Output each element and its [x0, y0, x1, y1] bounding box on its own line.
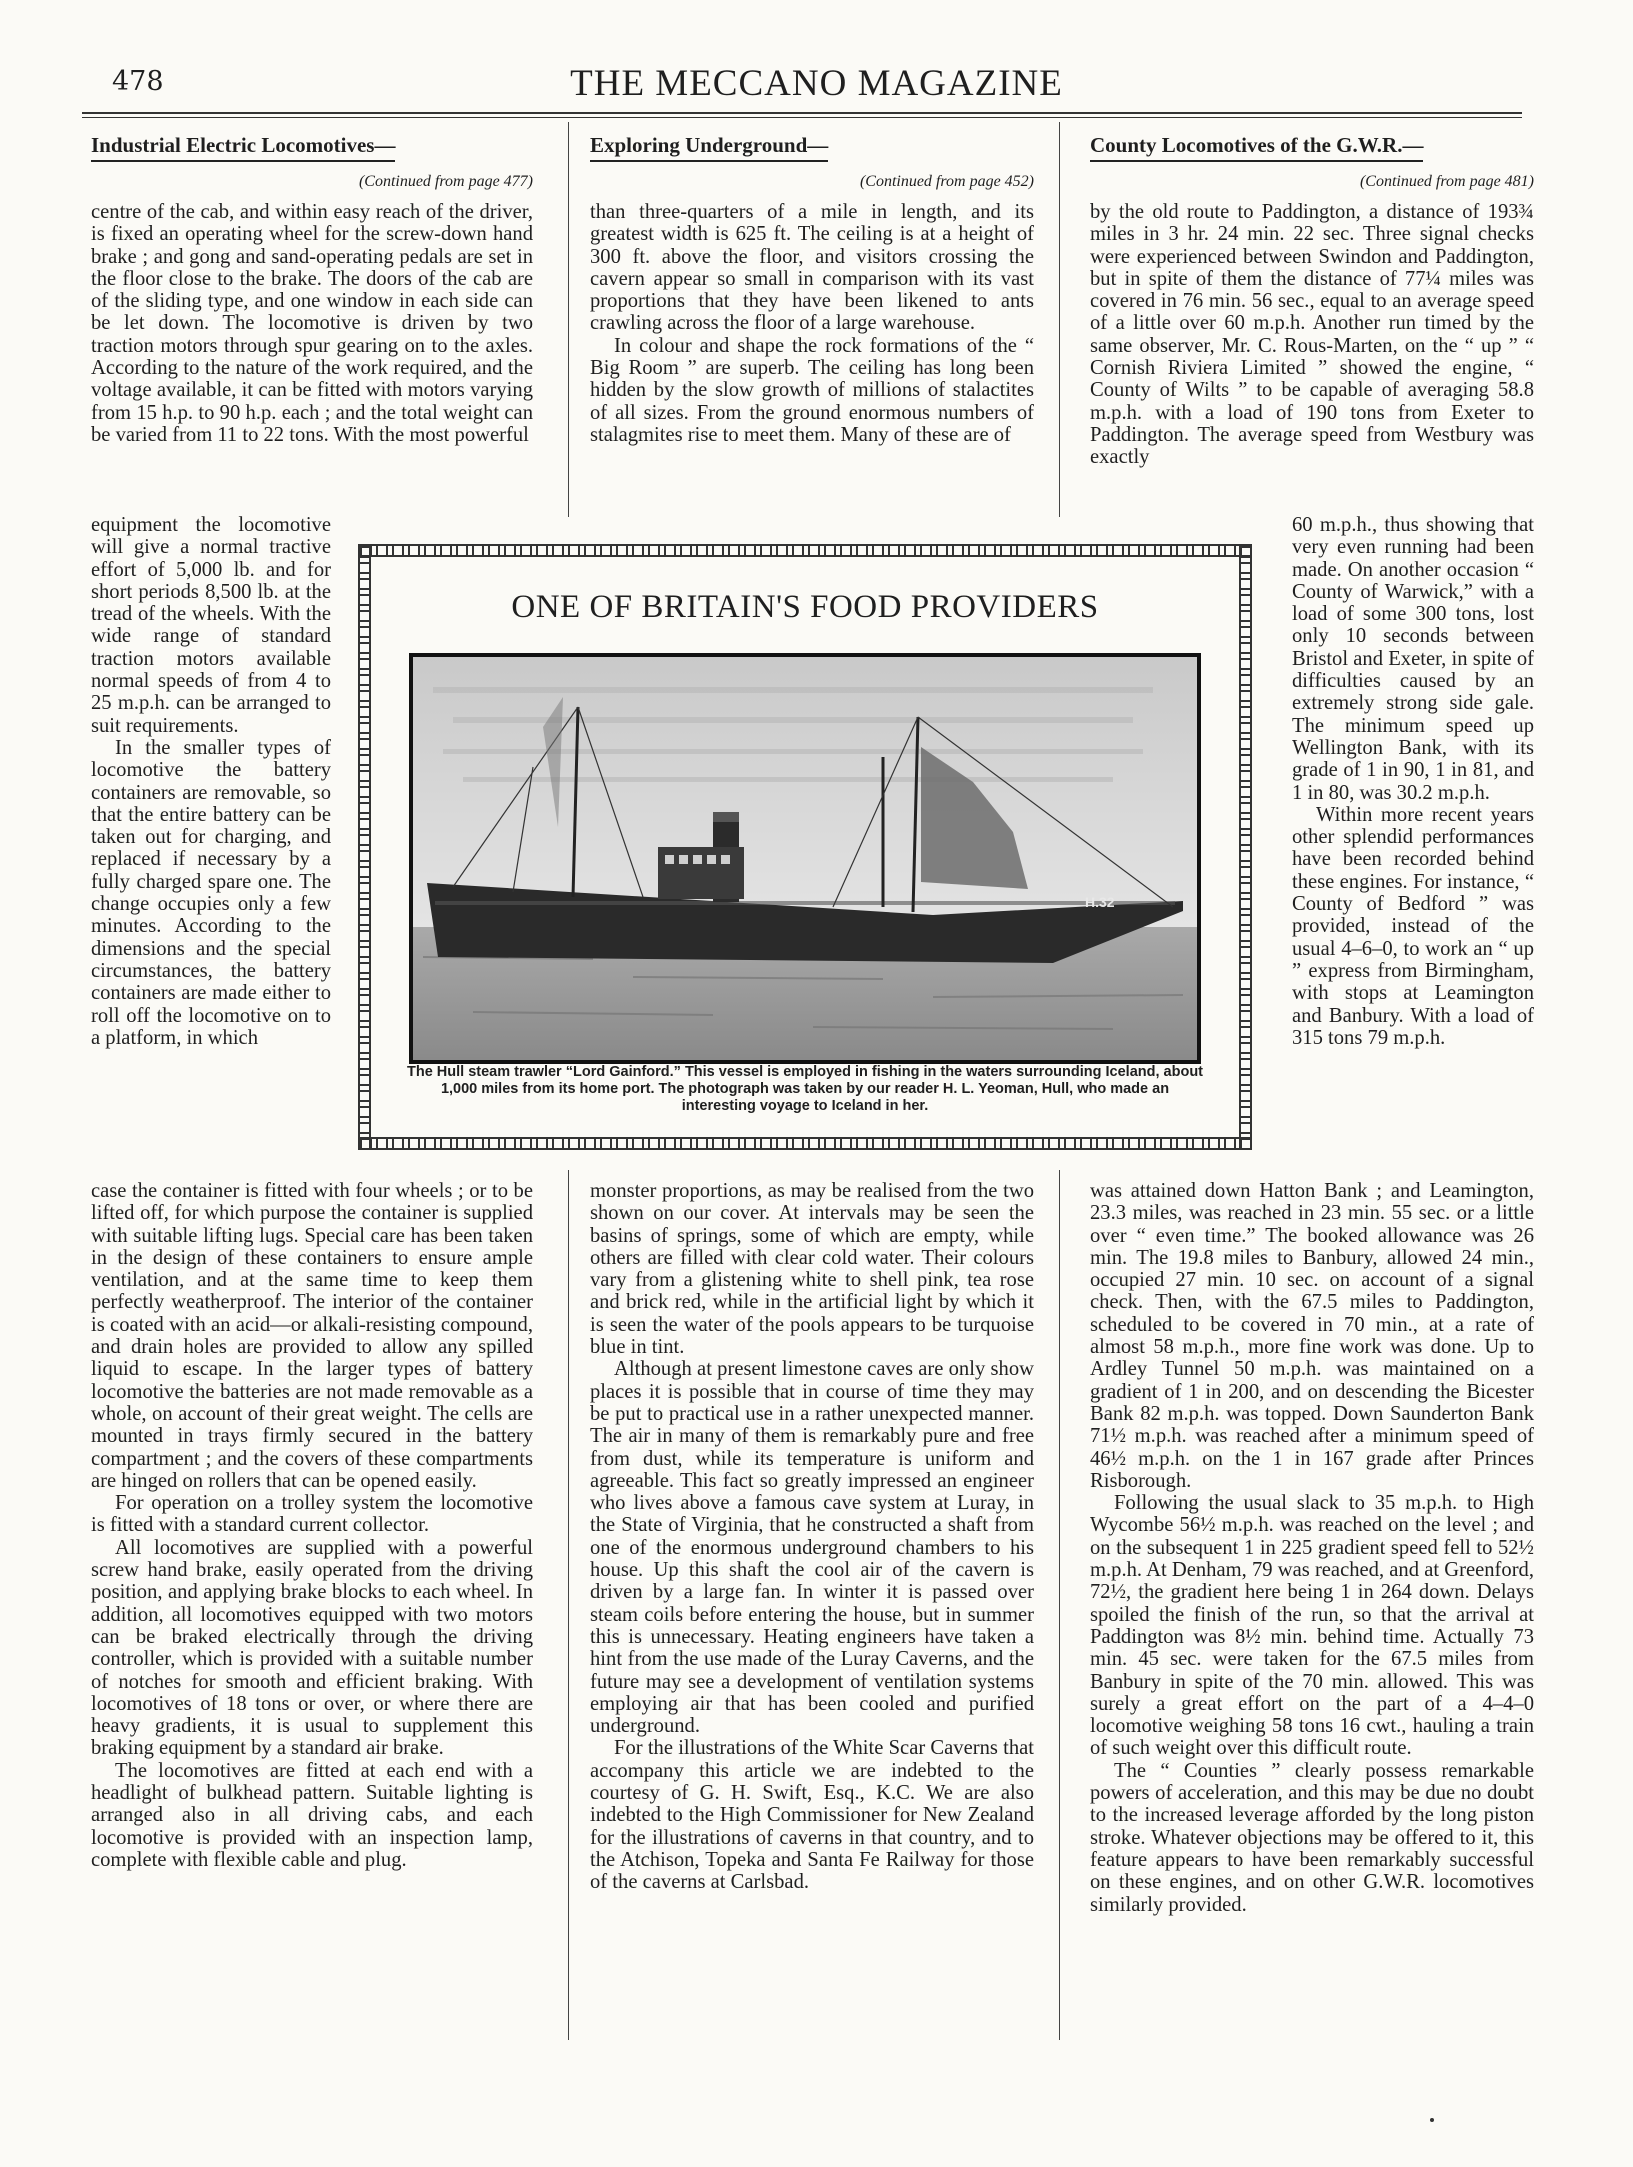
feature-box [358, 544, 1252, 1150]
paragraph: centre of the cab, and within easy reach of the driver, is fixed an operating wheel for the screw-down hand brake ; and gong and sand-operating pedals are set in the floor close to the brake. The doors of the cab are of the sliding type, and one window in each side can be let down. The locomotive is driven by two traction motors through spur gearing on to the axles. According to the nature of the work required, and the voltage available, it can be fitted with motors varying from 15 h.p. to 90 h.p. each ; and the total weight can be varied from 11 to 22 tons. With the most powerful [91, 201, 533, 446]
masthead-rule-thin [82, 117, 1522, 118]
paragraph: All locomotives are supplied with a powerful screw hand brake, easily operated from the driving position, and applying brake blocks to each wheel. In addition, all locomotives equipped with two motors can be braked electrically through the driving controller, which is provided with a suitable number of notches for smooth and efficient braking. With locomotives of 18 tons or over, or where there are heavy gradients, it is usual to supplement this braking equipment by a standard air brake. [91, 1536, 533, 1760]
masthead-rule [82, 112, 1522, 114]
column-divider [1059, 1170, 1060, 2040]
article-column-bottom [91, 1180, 533, 1871]
paragraph: than three-quarters of a mile in length, and its greatest width is 625 ft. The ceiling is at a height of 300 ft. above the floor, and visitors crossing the cavern appear so small in comparison with its vast proportions that they have been likened to ants crawling across the floor of a large warehouse. [590, 201, 1034, 335]
article-column-bottom [1090, 1180, 1534, 1916]
chain-border-right [1239, 544, 1252, 1150]
paragraph: Although at present limestone caves are only show places it is possible that in course of time they may be put to practical use in a rather unexpected manner. The air in many of them is remarkably pure and free from dust, while its temperature is uniform and agreeable. This fact so greatly impressed an engineer who lives above a famous cave system at Luray, in the State of Virginia, that he constructed a shaft from one of the enormous underground chambers to his house. Up this shaft the cool air of the cavern is driven by a large fan. In winter it is passed over steam coils before entering the house, but in summer this is unnecessary. Heating engineers have taken a hint from the use made of the Luray Caverns, and the future may see a development of ventilation systems employing air that has been cooled and purified underground. [590, 1358, 1034, 1738]
masthead: THE MECCANO MAGAZINE [570, 63, 1063, 104]
article-heading: Industrial Electric Locomotives— [91, 133, 395, 162]
paragraph: Within more recent years other splendid performances have been recorded behind these engines. For instance, “ County of Bedford ” was provided, instead of the usual 4–6–0, to work an “ up ” express from Birmingham, with stops at Leamington and Banbury. With a load of 315 tons 79 m.p.h. [1292, 803, 1534, 1049]
continued-note: (Continued from page 481) [1359, 173, 1534, 190]
chain-border-left [358, 544, 371, 1150]
photo-caption: The Hull steam trawler “Lord Gainford.” This vessel is employed in fishing in the waters surrounding Iceland, about 1,000 miles from its home port. The photograph was taken by our reader H. L. Yeoman, Hull, who made an interesting voyage to Iceland in her. [406, 1064, 1204, 1114]
paragraph: The locomotives are fitted at each end with a headlight of bulkhead pattern. Suitable lighting is arranged also in all driving cabs, and each locomotive is provided with an inspection lamp, complete with flexible cable and plug. [91, 1759, 533, 1871]
hull-number: H.32 [1085, 894, 1115, 910]
paragraph: monster proportions, as may be realised from the two shown on our cover. At intervals may be seen the basins of springs, some of which are empty, while others are filled with clear cold water. Their colours vary from a glistening white to shell pink, tea rose and brick red, while in the artificial light by which it is seen the water of the pools appears to be turquoise blue in tint. [590, 1180, 1034, 1359]
chain-border-bottom [358, 1137, 1252, 1150]
paragraph: For the illustrations of the White Scar Caverns that accompany this article we are indebted to the courtesy of G. H. Swift, Esq., K.C. We are also indebted to the High Commissioner for New Zealand for the illustrations of caverns in that country, and to the Atchison, Topeka and Santa Fe Railway for those of the caverns at Carlsbad. [590, 1737, 1034, 1894]
paragraph: For operation on a trolley system the locomotive is fitted with a standard current collector. [91, 1492, 533, 1537]
paragraph: case the container is fitted with four wheels ; or to be lifted off, for which purpose the container is supplied with suitable lifting lugs. Special care has been taken in the design of these containers to ensure ample ventilation, and at the same time to keep them perfectly weatherproof. The interior of the container is coated with an acid—or alkali-resisting compound, and drain holes are provided to allow any spilled liquid to escape. In the larger types of battery locomotive the batteries are not made removable as a whole, on account of their great weight. The cells are mounted in trays firmly secured in the battery compartment ; and the covers of these compartments are hinged on rollers that can be opened easily. [91, 1180, 533, 1492]
paragraph: was attained down Hatton Bank ; and Leamington, 23.3 miles, was reached in 23 min. 55 sec. or a little over “ even time.” The booked allowance was 26 min. The 19.8 miles to Banbury, allowed 24 min., occupied 27 min. 10 sec. on account of a signal check. Then, with the 67.5 miles to Paddington, scheduled to be covered in 70 min., at a rate of almost 58 m.p.h., more fine work was done. Up to Ardley Tunnel 50 m.p.h. was maintained on a gradient of 1 in 200, and on descending the Bicester Bank 82 m.p.h. was topped. Down Saunderton Bank 71½ m.p.h. was reached after a minimum speed of 46½ m.p.h. on the 1 in 167 grade after Princes Risborough. [1090, 1180, 1534, 1492]
paragraph: equipment the locomotive will give a normal tractive effort of 5,000 lb. and for short periods 8,500 lb. at the tread of the wheels. With the wide range of standard traction motors available normal speeds of from 4 to 25 m.p.h. can be arranged to suit requirements. [91, 514, 331, 737]
page-number: 478 [112, 66, 164, 97]
article-column-narrow [91, 514, 331, 1049]
article-heading: Exploring Underground— [590, 133, 828, 162]
column-divider [1059, 122, 1060, 517]
article-column-bottom [590, 1180, 1034, 1894]
paragraph: In the smaller types of locomotive the battery containers are removable, so that the entire battery can be taken out for charging, and replaced if necessary by a fully charged spare one. The change occupies only a few minutes. According to the dimensions and the special circumstances, the battery containers are made either to roll off the locomotive on to a platform, in which [91, 736, 331, 1049]
article-heading: County Locomotives of the G.W.R.— [1090, 133, 1423, 162]
trawler-photo [409, 653, 1201, 1064]
paragraph: 60 m.p.h., thus showing that very even running had been made. On another occasion “ County of Warwick,” with a load of some 300 tons, lost only 10 seconds between Bristol and Exeter, in spite of difficulties caused by an extremely strong side gale. The minimum speed up Wellington Bank, with its grade of 1 in 90, 1 in 81, and 1 in 80, was 30.2 m.p.h. [1292, 514, 1534, 804]
chain-border-top [358, 544, 1252, 557]
feature-title: ONE OF BRITAIN'S FOOD PROVIDERS [511, 589, 1099, 625]
continued-note: (Continued from page 452) [859, 173, 1034, 190]
article-column-top [590, 201, 1034, 446]
paragraph: Following the usual slack to 35 m.p.h. to High Wycombe 56½ m.p.h. was reached on the level ; and on the subsequent 1 in 225 gradient speed fell to 52½ m.p.h. At Denham, 79 was reached, and at Greenford, 72½, the gradient here being 1 in 264 down. Delays spoiled the finish of the run, so that the arrival at Paddington was 8½ min. behind time. Actually 73 min. 45 sec. were taken for the 67.5 miles from Banbury in spite of the 70 min. allowed. This was surely a great effort on the part of a 4–4–0 locomotive weighing 58 tons 16 cwt., hauling a train of such weight over this difficult route. [1090, 1492, 1534, 1760]
article-column-top [91, 201, 533, 446]
article-column-narrow [1292, 514, 1534, 1049]
paragraph: In colour and shape the rock formations of the “ Big Room ” are superb. The ceiling has long been hidden by the slow growth of millions of stalactites of all sizes. From the ground enormous numbers of stalagmites rise to meet them. Many of these are of [590, 334, 1034, 446]
column-divider [568, 1170, 569, 2040]
article-column-top [1090, 201, 1534, 469]
paragraph: The “ Counties ” clearly possess remarkable powers of acceleration, and this may be due no doubt to the increased leverage afforded by the long piston stroke. Whatever objections may be offered to it, this feature appears to have been remarkably successful on these engines, and on other G.W.R. locomotives similarly provided. [1090, 1759, 1534, 1916]
print-speck [1430, 2118, 1434, 2122]
trawler-illustration [413, 657, 1197, 1060]
continued-note: (Continued from page 477) [358, 173, 533, 190]
column-divider [568, 122, 569, 517]
paragraph: by the old route to Paddington, a distance of 193¾ miles in 3 hr. 24 min. 22 sec. Three signal checks were experienced between Swindon and Paddington, but in spite of them the distance of 77¼ miles was covered in 76 min. 56 sec., equal to an average speed of a little over 60 m.p.h. Another run timed by the same observer, Mr. C. Rous-Marten, on the “ up ” “ Cornish Riviera Limited ” showed the engine, “ County of Wilts ” to be capable of averaging 58.8 m.p.h. with a load of 190 tons from Exeter to Paddington. The average speed from Westbury was exactly [1090, 201, 1534, 469]
